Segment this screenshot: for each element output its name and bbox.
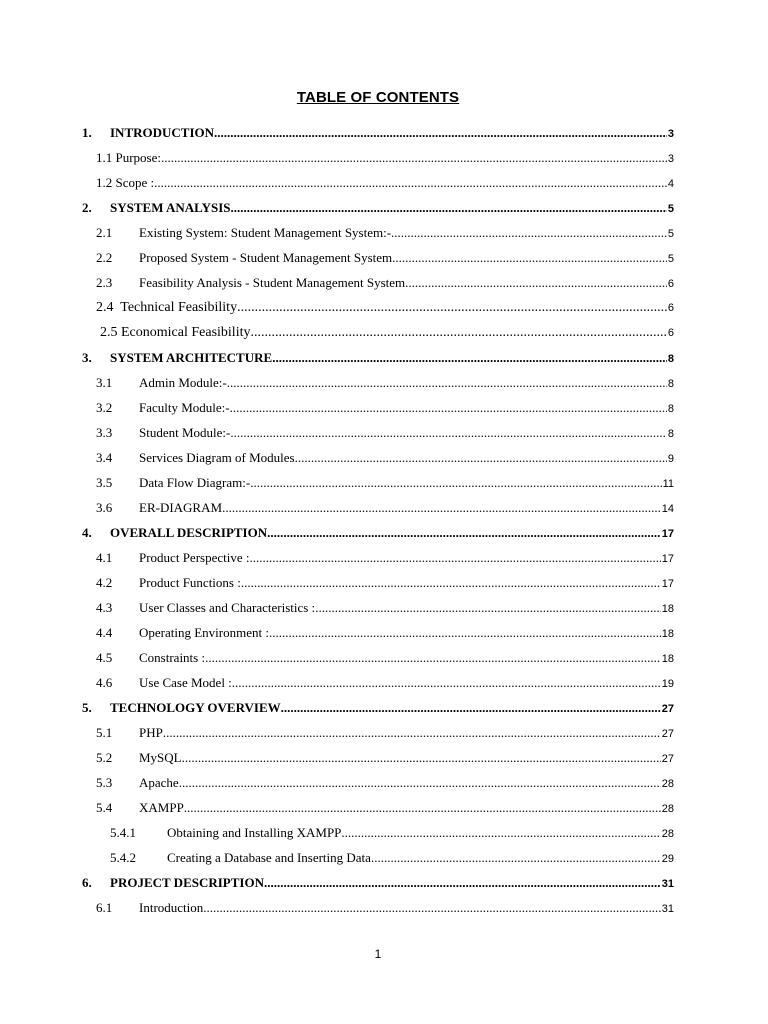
toc-entry-page: 18: [661, 603, 674, 615]
toc-entry-number: 3.2: [96, 400, 113, 415]
toc-entry-page: 11: [662, 478, 674, 490]
toc-entry-label: Faculty Module:-: [139, 400, 230, 415]
toc-entry[interactable]: [0, 271, 768, 296]
toc-entry-number: 3.: [82, 350, 92, 365]
toc-entry[interactable]: [0, 771, 768, 796]
dot-leader: [184, 800, 661, 816]
toc-entry-page: 28: [661, 803, 674, 815]
toc-entry-page: 31: [661, 903, 674, 915]
toc-entry[interactable]: [0, 346, 768, 371]
dot-leader: [241, 575, 661, 591]
toc-entry[interactable]: [0, 371, 768, 396]
toc-entry-label: XAMPP: [139, 800, 184, 815]
toc-entry-number: 3.1: [96, 375, 113, 390]
toc-entry-page: 5: [667, 228, 674, 240]
dot-leader: [267, 525, 661, 541]
dot-leader: [249, 550, 660, 566]
toc-entry-label: Proposed System - Student Management System: [139, 250, 393, 265]
toc-entry-page: 4: [667, 178, 674, 190]
toc-entry-label: SYSTEM ANALYSIS: [110, 200, 231, 215]
toc-entry-label: INTRODUCTION: [110, 125, 215, 140]
toc-entry[interactable]: [0, 396, 768, 421]
toc-entry-page: 8: [667, 403, 674, 415]
toc-entry-number: 3.3: [96, 425, 113, 440]
toc-entry[interactable]: [0, 421, 768, 446]
toc-entry-page: 14: [661, 503, 674, 515]
toc-entry[interactable]: [0, 471, 768, 496]
toc-entry-label: MySQL: [139, 750, 182, 765]
dot-leader: [205, 650, 661, 666]
toc-entry[interactable]: [0, 196, 768, 221]
toc-entry-label: 1.2 Scope :: [96, 175, 155, 190]
toc-entry[interactable]: [0, 796, 768, 821]
toc-entry-label: Product Functions :: [139, 575, 241, 590]
dot-leader: [161, 150, 667, 166]
toc-entry-page: 9: [667, 453, 674, 465]
dot-leader: [250, 475, 661, 491]
toc-entry-label: TECHNOLOGY OVERVIEW: [110, 700, 281, 715]
dot-leader: [295, 450, 667, 466]
toc-entry-number: 4.2: [96, 575, 113, 590]
toc-entry-number: 1.: [82, 125, 92, 140]
toc-entry-label: Introduction: [139, 900, 204, 915]
toc-entry[interactable]: [0, 496, 768, 521]
dot-leader: [203, 900, 660, 916]
toc-entry-page: 18: [661, 628, 674, 640]
toc-entry[interactable]: [0, 596, 768, 621]
dot-leader: [222, 500, 661, 516]
toc-entry-number: 4.: [82, 525, 92, 540]
toc-entry-label: OVERALL DESCRIPTION: [110, 525, 268, 540]
toc-entry-label: Creating a Database and Inserting Data: [167, 850, 371, 865]
toc-entry-page: 17: [661, 578, 674, 590]
toc-entry-label: Services Diagram of Modules: [139, 450, 295, 465]
toc-entry-page: 3: [667, 153, 674, 165]
toc-entry-label: Product Perspective :: [139, 550, 250, 565]
toc-entry-number: 3.4: [96, 450, 113, 465]
toc-entry[interactable]: [0, 521, 768, 546]
toc-entry[interactable]: [0, 846, 768, 871]
dot-leader: [371, 850, 661, 866]
toc-entry-page: 31: [661, 878, 674, 890]
toc-entry[interactable]: [0, 221, 768, 246]
dot-leader: [182, 750, 661, 766]
toc-entry-number: 5.2: [96, 750, 113, 765]
toc-entry-page: 8: [667, 353, 674, 365]
toc-entry-page: 18: [661, 653, 674, 665]
toc-entry-label: 1.1 Purpose:: [96, 150, 161, 165]
dot-leader: [163, 725, 661, 741]
toc-entry-label: User Classes and Characteristics :: [139, 600, 316, 615]
toc-entry-page: 27: [661, 753, 674, 765]
toc-entry-page: 3: [667, 128, 674, 140]
toc-entry-number: 5.1: [96, 725, 113, 740]
toc-entry[interactable]: [0, 871, 768, 896]
toc-entry[interactable]: [0, 646, 768, 671]
toc-entry-number: 2.1: [96, 225, 113, 240]
toc-entry-label: PHP: [139, 725, 163, 740]
toc-entry-page: 28: [661, 778, 674, 790]
dot-leader: [272, 350, 667, 366]
toc-entry-page: 17: [661, 528, 674, 540]
toc-entry-page: 6: [667, 278, 674, 290]
toc-entry-number: 2.3: [96, 275, 113, 290]
toc-entry-number: 5.4: [96, 800, 113, 815]
toc-entry-page: 6: [667, 302, 674, 314]
toc-entry[interactable]: [0, 121, 768, 146]
toc-entry-label: Obtaining and Installing XAMPP: [167, 825, 342, 840]
toc-entry-label: Data Flow Diagram:-: [139, 475, 251, 490]
toc-title: TABLE OF CONTENTS: [296, 89, 460, 106]
toc-entry-page: 8: [667, 428, 674, 440]
toc-entry-number: 5.4.2: [110, 850, 136, 865]
toc-entry-number: 6.1: [96, 900, 113, 915]
toc-entry[interactable]: [0, 746, 768, 771]
page-number: 1: [374, 947, 382, 961]
toc-entry-page: 5: [667, 253, 674, 265]
toc-entry[interactable]: [0, 296, 768, 321]
toc-entry-page: 29: [661, 853, 674, 865]
toc-entry-label: Admin Module:-: [139, 375, 227, 390]
toc-entry-label: Feasibility Analysis - Student Management System: [139, 275, 406, 290]
toc-entry[interactable]: [0, 721, 768, 746]
toc-entry-number: 3.6: [96, 500, 113, 515]
dot-leader: [227, 375, 667, 391]
dot-leader: [230, 425, 667, 441]
toc-entry-label: 2.5 Economical Feasibility: [100, 325, 251, 340]
toc-entry-label: Apache: [139, 775, 179, 790]
toc-entry-label: Use Case Model :: [139, 675, 232, 690]
toc-entry-number: 4.5: [96, 650, 113, 665]
dot-leader: [179, 775, 661, 791]
dot-leader: [214, 125, 667, 141]
dot-leader: [231, 200, 667, 216]
dot-leader: [341, 825, 660, 841]
toc-entry-label: Operating Environment :: [139, 625, 269, 640]
toc-entry-page: 27: [661, 703, 674, 715]
dot-leader: [269, 625, 661, 641]
toc-entry-label: Student Module:-: [139, 425, 231, 440]
toc-entry-page: 17: [661, 553, 674, 565]
toc-entry-number: 5.4.1: [110, 825, 136, 840]
dot-leader: [237, 300, 667, 316]
dot-leader: [391, 225, 667, 241]
dot-leader: [281, 700, 661, 716]
toc-entry-number: 3.5: [96, 475, 113, 490]
toc-entry[interactable]: [0, 146, 768, 171]
toc-entry-label: 2.4 Technical Feasibility: [96, 300, 238, 315]
toc-entry[interactable]: [0, 546, 768, 571]
dot-leader: [392, 250, 667, 266]
toc-entry[interactable]: [0, 321, 768, 346]
toc-entry-label: Constraints :: [139, 650, 206, 665]
toc-entry[interactable]: [0, 621, 768, 646]
dot-leader: [230, 400, 667, 416]
table-of-contents: [0, 121, 768, 921]
dot-leader: [405, 275, 667, 291]
toc-entry[interactable]: [0, 821, 768, 846]
toc-entry-number: 4.4: [96, 625, 113, 640]
toc-entry-number: 5.: [82, 700, 92, 715]
toc-entry-page: 27: [661, 728, 674, 740]
toc-entry-number: 2.: [82, 200, 92, 215]
toc-entry[interactable]: [0, 171, 768, 196]
toc-entry[interactable]: [0, 571, 768, 596]
toc-entry-number: 4.6: [96, 675, 113, 690]
toc-entry-number: 5.3: [96, 775, 113, 790]
dot-leader: [232, 675, 661, 691]
toc-entry-label: PROJECT DESCRIPTION: [110, 875, 264, 890]
toc-entry[interactable]: [0, 696, 768, 721]
toc-entry-page: 19: [661, 678, 674, 690]
dot-leader: [264, 875, 661, 891]
dot-leader: [154, 175, 667, 191]
toc-entry-label: Existing System: Student Management System:-: [139, 225, 392, 240]
toc-entry-page: 6: [667, 327, 674, 339]
toc-entry-page: 5: [667, 203, 674, 215]
toc-entry[interactable]: [0, 896, 768, 921]
toc-entry[interactable]: [0, 246, 768, 271]
toc-entry[interactable]: [0, 446, 768, 471]
toc-entry-label: ER-DIAGRAM: [139, 500, 223, 515]
toc-entry-number: 2.2: [96, 250, 113, 265]
toc-entry-label: SYSTEM ARCHITECTURE: [110, 350, 273, 365]
toc-entry-page: 28: [661, 828, 674, 840]
dot-leader: [250, 325, 666, 341]
toc-entry-number: 4.1: [96, 550, 113, 565]
toc-entry-number: 6.: [82, 875, 92, 890]
toc-entry-number: 4.3: [96, 600, 113, 615]
toc-entry-page: 8: [667, 378, 674, 390]
dot-leader: [315, 600, 661, 616]
toc-entry[interactable]: [0, 671, 768, 696]
